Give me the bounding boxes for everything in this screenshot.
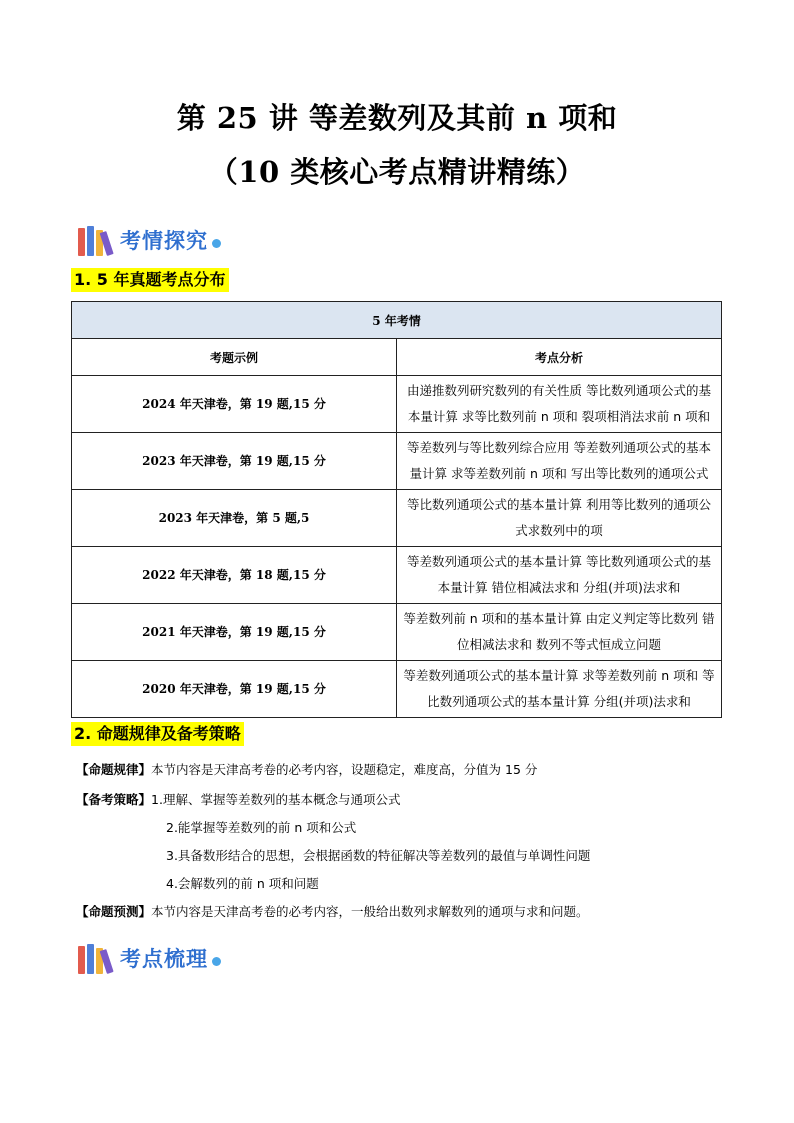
- cell-analysis: 等差数列与等比数列综合应用 等差数列通项公式的基本量计算 求等差数列前 n 项和 写出等比数列的通项公式: [397, 433, 722, 490]
- dot-icon: [212, 239, 221, 248]
- table-row: [72, 376, 722, 433]
- page-subtitle: （10 类核心考点精讲精练）: [208, 155, 586, 189]
- table-row: [72, 490, 722, 547]
- strategy-item: 4.会解数列的前 n 项和问题: [166, 876, 319, 891]
- dot-icon: [212, 957, 221, 966]
- section-label: 考情探究: [120, 229, 208, 253]
- rule-text: 本节内容是天津高考卷的必考内容，设题稳定，难度高，分值为 15 分: [151, 762, 538, 777]
- column-header-analysis: 考点分析: [397, 339, 722, 376]
- strategy-paragraph: [76, 790, 400, 810]
- section-header-exam-analysis: [78, 222, 221, 258]
- strategy-item: 3.具备数形结合的思想，会根据函数的特征解决等差数列的最值与单调性问题: [166, 848, 591, 863]
- table-caption: 5 年考情: [72, 302, 722, 339]
- forecast-text: 本节内容是天津高考卷的必考内容，一般给出数列求解数列的通项与求和问题。: [151, 904, 589, 919]
- forecast-label: 【命题预测】: [76, 904, 152, 919]
- table-row: [72, 433, 722, 490]
- cell-analysis: 由递推数列研究数列的有关性质 等比数列通项公式的基本量计算 求等比数列前 n 项和 裂项相消法求前 n 项和: [397, 376, 722, 433]
- table-row: [72, 604, 722, 661]
- cell-analysis: 等比数列通项公式的基本量计算 利用等比数列的通项公式求数列中的项: [397, 490, 722, 547]
- forecast-paragraph: [76, 902, 589, 922]
- heading-exam-distribution: 1. 5 年真题考点分布: [71, 268, 229, 292]
- heading-rules-strategy: 2. 命题规律及备考策略: [71, 722, 244, 746]
- cell-example: 2023 年天津卷，第 5 题,5: [72, 490, 397, 547]
- table-row: [72, 661, 722, 718]
- rule-label: 【命题规律】: [76, 762, 152, 777]
- books-icon: [78, 224, 116, 256]
- section-header-topic-review: [78, 940, 221, 976]
- cell-example: 2023 年天津卷，第 19 题,15 分: [72, 433, 397, 490]
- cell-example: 2024 年天津卷，第 19 题,15 分: [72, 376, 397, 433]
- books-icon: [78, 942, 116, 974]
- strategy-label: 【备考策略】: [76, 792, 152, 807]
- column-header-example: 考题示例: [72, 339, 397, 376]
- cell-analysis: 等差数列通项公式的基本量计算 求等差数列前 n 项和 等比数列通项公式的基本量计算 分组(并项)法求和: [397, 661, 722, 718]
- strategy-item: 2.能掌握等差数列的前 n 项和公式: [166, 820, 357, 835]
- rule-paragraph: [76, 760, 537, 780]
- cell-example: 2022 年天津卷，第 18 题,15 分: [72, 547, 397, 604]
- cell-analysis: 等差数列前 n 项和的基本量计算 由定义判定等比数列 错位相减法求和 数列不等式恒成立问题: [397, 604, 722, 661]
- cell-analysis: 等差数列通项公式的基本量计算 等比数列通项公式的基本量计算 错位相减法求和 分组(并项)法求和: [397, 547, 722, 604]
- page-title: 第 25 讲 等差数列及其前 n 项和: [176, 101, 618, 135]
- section-label: 考点梳理: [120, 947, 208, 971]
- strategy-item: 1.理解、掌握等差数列的基本概念与通项公式: [151, 792, 401, 807]
- cell-example: 2021 年天津卷，第 19 题,15 分: [72, 604, 397, 661]
- cell-example: 2020 年天津卷，第 19 题,15 分: [72, 661, 397, 718]
- exam-table: [71, 301, 722, 718]
- table-row: [72, 547, 722, 604]
